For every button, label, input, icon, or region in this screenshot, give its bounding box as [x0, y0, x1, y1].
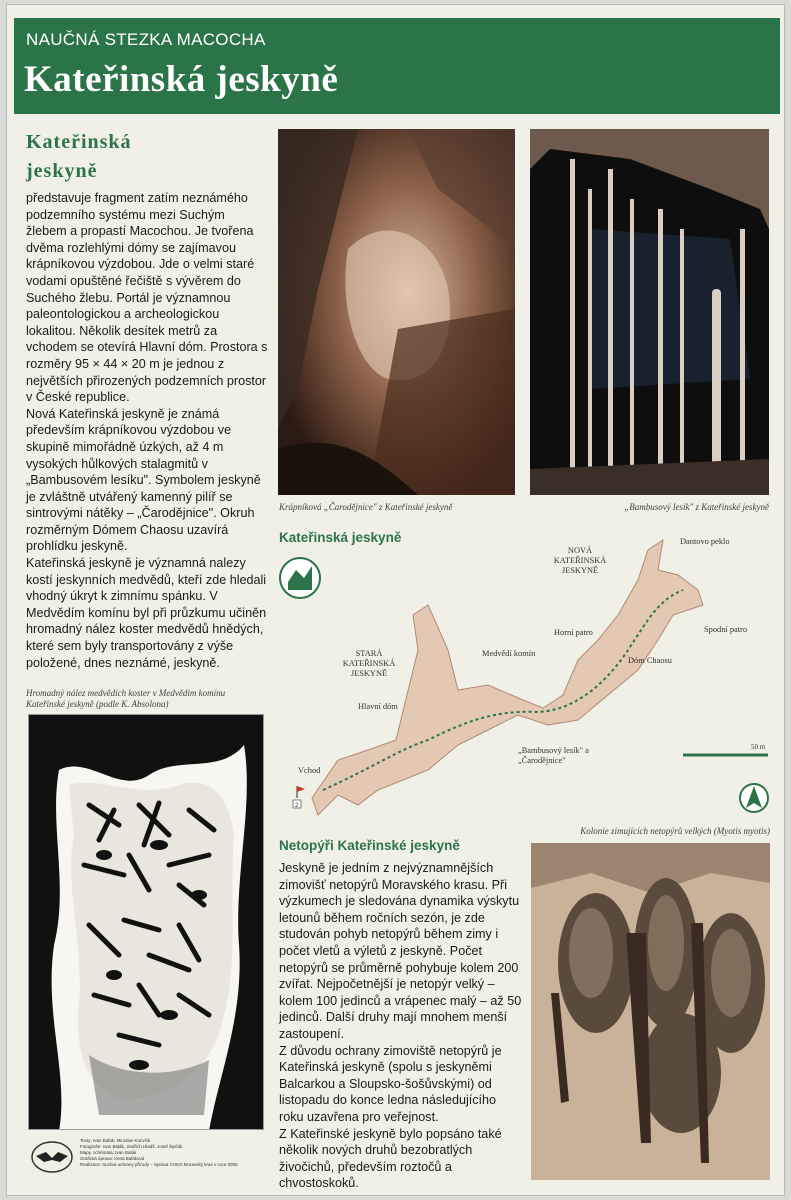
- bones-drawing: [29, 715, 264, 1130]
- intro-text: [26, 190, 268, 671]
- bambusovy-lesik-photo: [530, 129, 769, 495]
- map-label-horni: Horní patro: [554, 628, 593, 637]
- credits: [80, 1138, 280, 1168]
- north-arrow-icon: [740, 784, 768, 812]
- map-label-bambus: „Bambusový lesík" a „Čarodějnice": [518, 746, 589, 765]
- map-label-medvedi: Medvědí komín: [482, 649, 536, 658]
- map-label-spodni: Spodní patro: [704, 625, 748, 634]
- stalactite-photo-drawing: [278, 129, 515, 495]
- intro-paragraph: Nová Kateřinská jeskyně je známá především krápníkovou výzdobou ve skupině mimořádně úzkých, až 4 m vysokých hůlkových stalagmitů v „Bambusovém lesíku". Symbolem jeskyně je zvláštně utvářený kamenný pilíř se sintrovými nátěky – „Čarodějnice". Okruh rozměrným Dómem Chaosu uzavírá prohlídku jeskyně.: [26, 406, 261, 554]
- credit-line: Grafická úprava: Irena Baláková: [80, 1156, 145, 1161]
- bats-section-title: Netopýři Kateřinské jeskyně: [279, 838, 460, 853]
- intro-heading-line2: jeskyně: [26, 160, 98, 182]
- credit-line: Fotografie: Ivan Balák, Jindřich Hlaďil, Josef Špičák: [80, 1144, 183, 1149]
- intro-heading-line1: Kateřinská: [26, 131, 132, 153]
- bats-text: [279, 860, 523, 1192]
- bats-paragraph: Z důvodu ochrany zimoviště netopýrů je Kateřinská jeskyně (spolu s jeskyněmi Balcarkou a Sloupsko-šošůvskými) od listopadu do konce ledna následujícího roku uzavřena pro veřejnost.: [279, 1043, 502, 1124]
- map-label-vchod: Vchod: [298, 766, 321, 775]
- protected-area-logo: [280, 558, 320, 598]
- map-label-hlavni: Hlavní dóm: [358, 702, 398, 711]
- header-banner: [14, 18, 780, 114]
- photo2-caption: „Bambusový lesík" z Kateřinské jeskyně: [624, 502, 769, 512]
- bones-caption: Hromadný nález medvědích koster v Medvědím komínu Kateřinské jeskyně (podle K. Absolona): [26, 688, 226, 709]
- map-scale-label: 50 m: [751, 743, 766, 751]
- bats-caption: Kolonie zimujících netopýrů velkých (Myotis myotis): [580, 826, 770, 836]
- credit-line: Texty: Ivan Balák, Miroslav Konvičk: [80, 1138, 151, 1143]
- map-label-chaos: Dóm Chaosu: [628, 656, 672, 665]
- bat-colony-photo: [531, 843, 770, 1180]
- bat-logo-icon: [30, 1140, 74, 1174]
- credit-line: Realizace: Správa ochrany přírody – Správa CHKO Moravský kras v roce 2005: [80, 1162, 238, 1167]
- intro-paragraph: představuje fragment zatím neznámého podzemního systému mezi Suchým žlebem a propastí Macochou. Je tvořena dvěma rozlehlými dómy se zajímavou krápníkovou výzdobou. Jde o velmi staré vodami opuštěné řečiště s vývěrem do Suchého žlebu. Portál je významnou paleontologickou a archeologickou lokalitou. Několik desítek metrů za vchodem se otevírá Hlavní dóm. Prostora s rozměry 95 × 44 × 20 m je jednou z největších přirozených podzemních prostor v České republice.: [26, 191, 268, 405]
- bat-photo-drawing: [531, 843, 770, 1180]
- carodejnice-photo: [278, 129, 515, 495]
- credit-line: Mapy, schémata: Ivan Balák: [80, 1150, 137, 1155]
- map-label-marker: 2: [295, 803, 299, 809]
- bear-bones-illustration: [28, 714, 264, 1130]
- map-label-dantovo: Dantovo peklo: [680, 537, 730, 546]
- bats-paragraph: Z Kateřinské jeskyně bylo popsáno také několik nových druhů bezobratlých živočichů, především roztočů a chvostoskoků.: [279, 1126, 502, 1191]
- map-label-stara: STARÁ KATEŘINSKÁ JESKYNĚ: [342, 649, 396, 678]
- photo1-caption: Krápníková „Čarodějnice" z Kateřinské jeskyně: [279, 502, 453, 512]
- nature-protection-logo: [30, 1140, 74, 1174]
- page-title: Kateřinská jeskyně: [24, 59, 339, 100]
- map-title: Kateřinská jeskyně: [279, 530, 402, 545]
- intro-paragraph: Kateřinská jeskyně je významná nalezy kostí jeskynních medvědů, kteří zde hledali vhodný úkryt k zimnímu spánku. V Medvědím komínu byl při průzkumu učiněn hromadný nález koster medvědů hnědých, které sem byly transportovány z výše položené, dnes neznámé, jeskyně.: [26, 556, 267, 670]
- intro-heading: [26, 128, 256, 186]
- stalagmite-photo-drawing: [530, 129, 769, 495]
- bats-paragraph: Jeskyně je jedním z nejvýznamnějších zimovišť netopýrů Moravského krasu. Při výzkumech je sledována dynamika výskytu letounů během ročních sezón, je zde studován pohyb netopýrů během zimy i počet vletů a výletů z jeskyně. Počet netopýrů se průměrně pohybuje kolem 200 zvířat. Nejpočetnější je netopýr velký – kolem 100 jedinců a vrápenec malý – až 50 jedinců. Další druhy mají mnohem menší zastoupení.: [279, 861, 522, 1041]
- trail-series-title: NAUČNÁ STEZKA MACOCHA: [26, 30, 266, 49]
- map-label-nova: NOVÁ KATEŘINSKÁ JESKYNĚ: [553, 546, 607, 575]
